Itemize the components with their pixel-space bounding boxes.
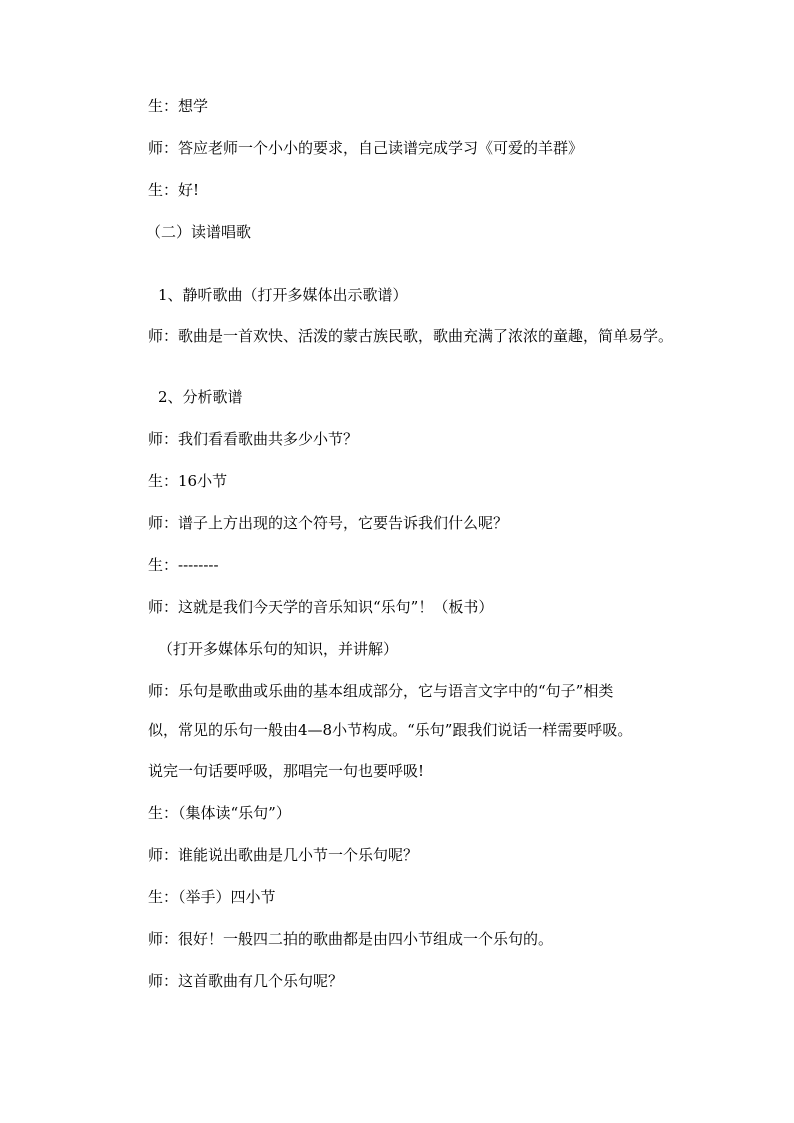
dialogue-line: 生：想学 bbox=[148, 97, 209, 115]
dialogue-line: 师：这就是我们今天学的音乐知识“乐句”！（板书） bbox=[148, 598, 494, 616]
stage-note: （打开多媒体乐句的知识，并讲解） bbox=[158, 640, 399, 658]
dialogue-line: 师：很好！一般四二拍的歌曲都是由四小节组成一个乐句的。 bbox=[148, 930, 554, 948]
step-heading: 1、静听歌曲（打开多媒体出示歌谱） bbox=[158, 286, 408, 304]
dialogue-line: 师：答应老师一个小小的要求，自己读谱完成学习《可爱的羊群》 bbox=[148, 139, 584, 157]
dialogue-line: 师：这首歌曲有几个乐句呢？ bbox=[148, 972, 344, 990]
dialogue-line: 师：我们看看歌曲共多少小节？ bbox=[148, 430, 359, 448]
dialogue-line: 生：（集体读“乐句”） bbox=[148, 804, 291, 822]
dialogue-paragraph: 师：歌曲是一首欢快、活泼的蒙古族民歌，歌曲充满了浓浓的童趣，简单易学。 bbox=[148, 327, 674, 345]
section-heading: （二）读谱唱歌 bbox=[146, 223, 252, 241]
dialogue-line: 生：（举手）四小节 bbox=[148, 888, 276, 906]
step-heading: 2、分析歌谱 bbox=[158, 388, 243, 406]
dialogue-line: 师：乐句是歌曲或乐曲的基本组成部分，它与语言文字中的“句子”相类 bbox=[148, 682, 614, 700]
dialogue-line: 师：谁能说出歌曲是几小节一个乐句呢？ bbox=[148, 846, 419, 864]
dialogue-line: 生：好! bbox=[148, 181, 200, 199]
dialogue-line-continued: 说完一句话要呼吸，那唱完一句也要呼吸! bbox=[148, 762, 425, 780]
dialogue-line: 生：16小节 bbox=[148, 472, 228, 490]
dialogue-line: 生：-------- bbox=[148, 556, 219, 574]
dialogue-line-continued: 似，常见的乐句一般由4—8小节构成。“乐句”跟我们说话一样需要呼吸。 bbox=[148, 721, 633, 739]
dialogue-line: 师：谱子上方出现的这个符号，它要告诉我们什么呢？ bbox=[148, 514, 509, 532]
